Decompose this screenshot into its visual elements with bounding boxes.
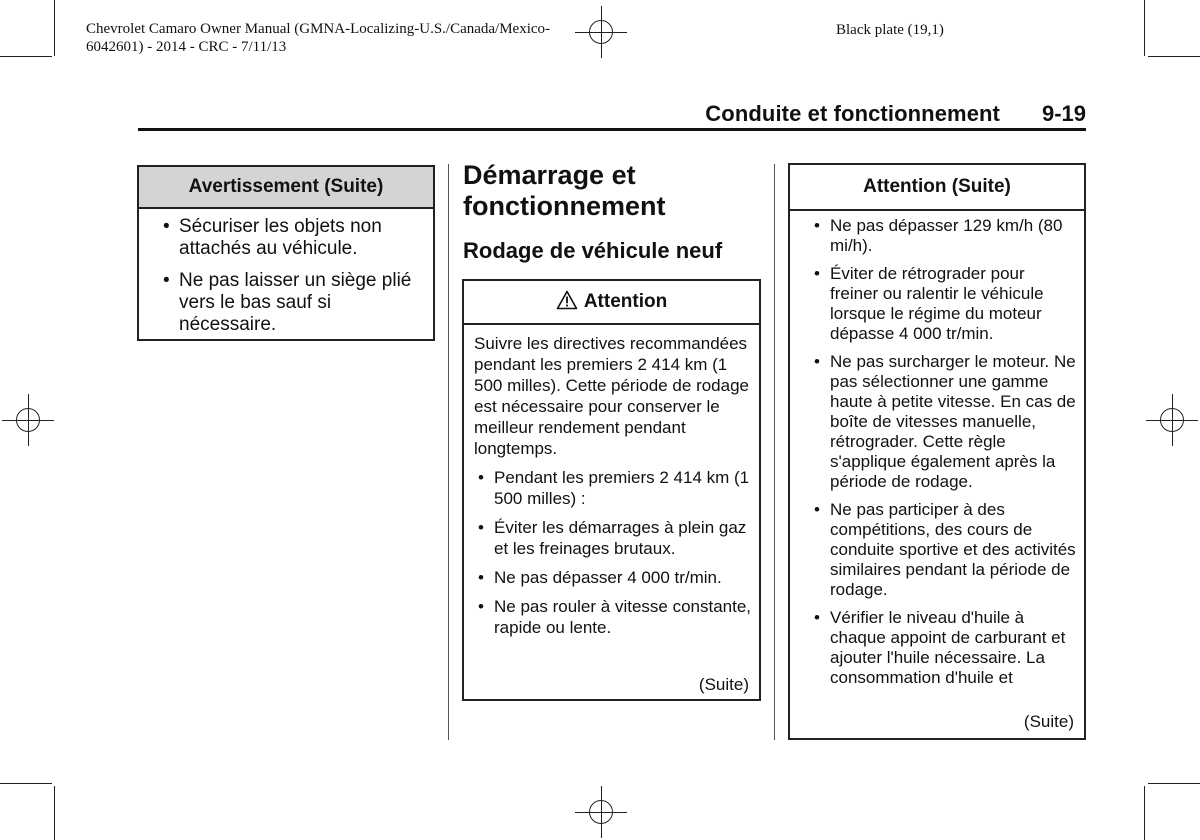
attention-box-header — [464, 281, 759, 325]
section-title: Démarrage et fonctionnement — [463, 160, 666, 221]
bullet: • — [814, 352, 820, 371]
print-slug-line1: Chevrolet Camaro Owner Manual (GMNA-Localizing-U.S./Canada/Mexico- — [86, 21, 551, 37]
list-item — [163, 270, 425, 336]
bullet: • — [478, 468, 484, 487]
crop-mark-tr-v — [1144, 0, 1145, 56]
black-plate-label: Black plate (19,1) — [836, 22, 944, 38]
warning-triangle-icon — [556, 284, 578, 326]
crop-mark-tl-v — [54, 0, 55, 56]
list-item — [478, 467, 759, 509]
bullet: • — [478, 518, 484, 537]
attention-continued-box — [788, 163, 1086, 740]
list-item-text: Éviter de rétrograder pour freiner ou ralentir le véhicule lorsque le régime du moteur dépasse 4 000 tr/min. — [830, 264, 1044, 343]
attention-list — [478, 467, 759, 638]
bullet: • — [814, 216, 820, 235]
registration-mark-top — [575, 6, 627, 58]
list-item-text: Sécuriser les objets non attachés au véhicule. — [179, 216, 382, 259]
column-separator-2 — [774, 164, 775, 740]
list-item-text: Vérifier le niveau d'huile à chaque appoint de carburant et ajouter l'huile nécessaire. La consommation d'huile et — [830, 608, 1066, 687]
crop-mark-br-v — [1144, 786, 1145, 840]
warning-box-title: Avertissement (Suite) — [139, 167, 433, 209]
list-item — [814, 608, 1076, 688]
bullet: • — [814, 608, 820, 627]
list-item — [814, 264, 1076, 344]
list-item — [478, 596, 759, 638]
attention-intro: Suivre les directives recommandées pendant les premiers 2 414 km (1 500 milles). Cette période de rodage est nécessaire pour conserver le meilleur rendement pendant longtemps. — [474, 334, 749, 458]
list-item-text: Ne pas dépasser 129 km/h (80 mi/h). — [830, 216, 1063, 255]
crop-mark-bl-v — [54, 786, 55, 840]
header-rule — [138, 128, 1086, 131]
list-item-text: Ne pas surcharger le moteur. Ne pas sélectionner une gamme haute à petite vitesse. En cas de boîte de vitesses manuelle, rétrograder. Cette règle s'applique également après la période de rodage. — [830, 352, 1076, 491]
page-number: 9-19 — [1041, 101, 1086, 126]
crop-mark-bl-h — [0, 783, 52, 784]
list-item-text: Éviter les démarrages à plein gaz et les freinages brutaux. — [494, 518, 747, 558]
attention-continued-title: Attention (Suite) — [790, 165, 1084, 211]
warning-list — [163, 216, 425, 336]
bullet: • — [163, 270, 170, 291]
list-item-text: Ne pas laisser un siège plié vers le bas sauf si nécessaire. — [179, 270, 412, 335]
attention-box — [462, 279, 761, 701]
crop-mark-br-h — [1148, 783, 1200, 784]
attention-continued-list — [814, 216, 1076, 688]
list-item-text: Ne pas rouler à vitesse constante, rapide ou lente. — [494, 597, 752, 637]
running-header-title: Conduite et fonctionnement — [705, 101, 1000, 126]
registration-mark-bottom — [575, 786, 627, 838]
crop-mark-tl-h — [0, 56, 52, 57]
print-slug — [86, 20, 550, 56]
list-item — [814, 216, 1076, 256]
continued-label: (Suite) — [698, 675, 749, 694]
subsection-title: Rodage de véhicule neuf — [463, 238, 723, 263]
continued-label: (Suite) — [1023, 712, 1074, 731]
warning-box — [137, 165, 435, 341]
list-item — [814, 352, 1076, 492]
bullet: • — [163, 216, 170, 237]
list-item — [163, 216, 425, 260]
list-item-text: Ne pas participer à des compétitions, des cours de conduite sportive et des activités similaires pendant la période de rodage. — [830, 500, 1076, 599]
bullet: • — [814, 500, 820, 519]
list-item — [478, 517, 759, 559]
crop-mark-tr-h — [1148, 56, 1200, 57]
bullet: • — [478, 597, 484, 616]
attention-box-title: Attention — [583, 291, 668, 312]
registration-mark-right — [1146, 394, 1198, 446]
bullet: • — [814, 264, 820, 283]
list-item-text: Pendant les premiers 2 414 km (1 500 milles) : — [494, 468, 750, 508]
list-item-text: Ne pas dépasser 4 000 tr/min. — [494, 568, 722, 587]
print-slug-line2: 6042601) - 2014 - CRC - 7/11/13 — [86, 39, 287, 55]
registration-mark-left — [2, 394, 54, 446]
list-item — [478, 567, 759, 588]
bullet: • — [478, 568, 484, 587]
list-item — [814, 500, 1076, 600]
column-separator-1 — [448, 164, 449, 740]
